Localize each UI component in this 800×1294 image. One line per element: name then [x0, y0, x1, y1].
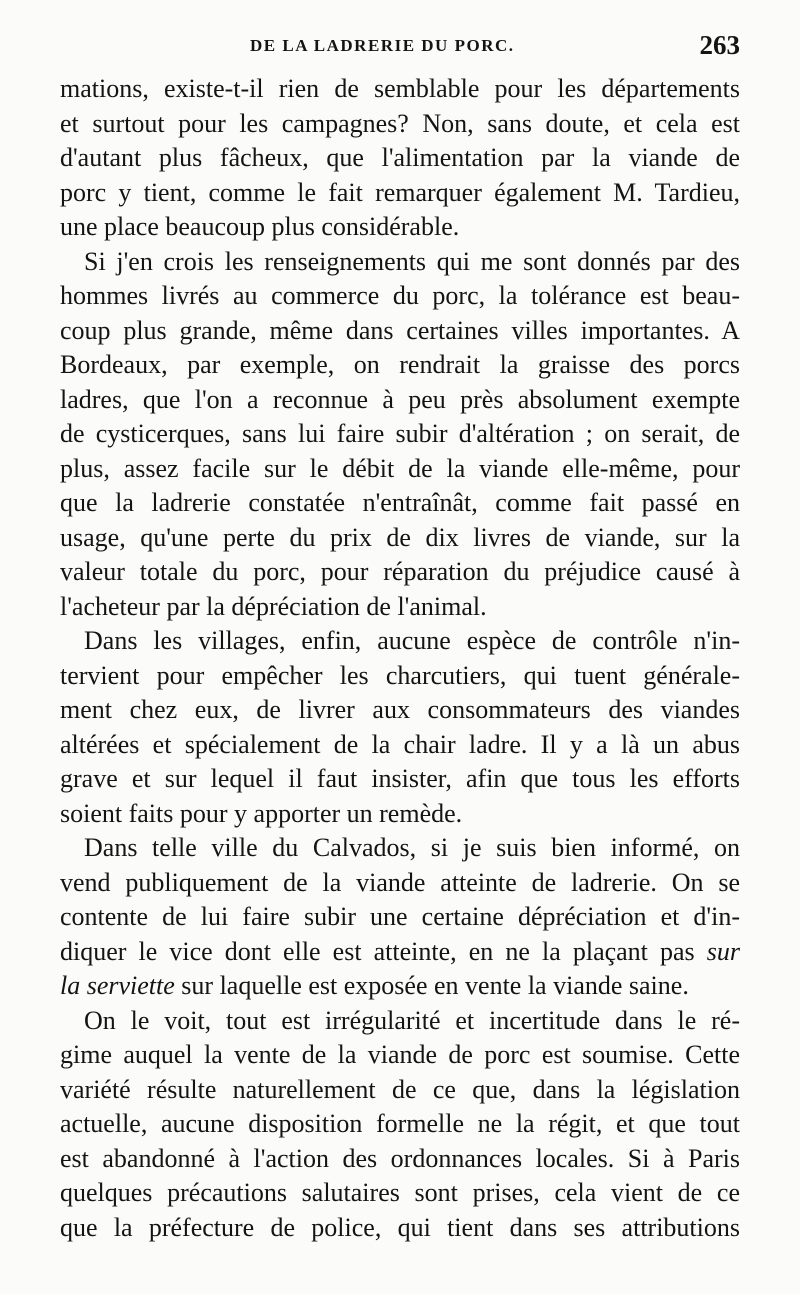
text-line: mations, existe-t-il rien de semblable pour les départements	[60, 74, 740, 103]
text-line: actuelle, aucune disposition formelle ne la régit, et que tout	[60, 1109, 740, 1138]
text-line: que la ladrerie constatée n'entraînât, comme fait passé en	[60, 488, 740, 517]
italic-fragment: la serviette	[60, 971, 175, 1000]
text-line: vend publiquement de la viande atteinte de ladrerie. On se	[60, 867, 740, 897]
text-line	[60, 969, 740, 1004]
italic-fragment: sur	[706, 936, 740, 966]
running-head	[60, 30, 740, 64]
text-line: Bordeaux, par exemple, on rendrait la graisse des porcs	[60, 350, 740, 379]
text-line: est abandonné à l'action des ordonnances locales. Si à Paris	[60, 1143, 740, 1173]
text-line: variété résulte naturellement de ce que, dans la législation	[60, 1074, 740, 1104]
text-line: hommes livrés au commerce du porc, la tolérance est beau-	[60, 281, 740, 310]
text-line: usage, qu'une perte du prix de dix livres de viande, sur la	[60, 522, 740, 552]
text-line: tervient pour empêcher les charcutiers, qui tuent générale-	[60, 660, 740, 690]
text-line: valeur totale du porc, pour réparation du préjudice causé à	[60, 557, 740, 586]
text-line: Dans telle ville du Calvados, si je suis bien informé, on	[84, 833, 740, 862]
text-line: soient faits pour y apporter un remède.	[60, 798, 463, 828]
text-line: grave et sur lequel il faut insister, afin que tous les efforts	[60, 764, 740, 793]
text-line: contente de lui faire subir une certaine dépréciation et d'in-	[60, 902, 740, 931]
text-line: plus, assez facile sur le débit de la viande elle-même, pour	[60, 453, 740, 483]
body-text	[60, 72, 740, 1245]
text-line: ment chez eux, de livrer aux consommateurs des viandes	[60, 695, 740, 724]
text-line: ladres, que l'on a reconnue à peu près absolument exempte	[60, 384, 740, 414]
text-line: d'autant plus fâcheux, que l'alimentation par la viande de	[60, 143, 740, 172]
text-line: Si j'en crois les renseignements qui me sont donnés par des	[84, 246, 740, 276]
running-title: DE LA LADRERIE DU PORC.	[250, 36, 515, 55]
page-number: 263	[699, 30, 740, 60]
text-line: porc y tient, comme le fait remarquer également M. Tardieu,	[60, 177, 740, 207]
text-line: quelques précautions salutaires sont prises, cela vient de ce	[60, 1178, 740, 1207]
text-line: Dans les villages, enfin, aucune espèce de contrôle n'in-	[84, 626, 740, 655]
text-fragment: diquer le vice dont elle est atteinte, en ne la plaçant pas	[60, 936, 695, 966]
text-line: une place beaucoup plus considérable.	[60, 212, 460, 241]
text-line: de cysticerques, sans lui faire subir d'altération ; on serait, de	[60, 419, 740, 448]
text-fragment: sur laquelle est exposée en vente la viande saine.	[181, 971, 689, 1000]
text-line: et surtout pour les campagnes? Non, sans doute, et cela est	[60, 108, 740, 138]
text-line: que la préfecture de police, qui tient dans ses attributions	[60, 1212, 740, 1242]
text-line	[60, 935, 740, 970]
text-line: altérées et spécialement de la chair ladre. Il y a là un abus	[60, 729, 740, 759]
text-line: l'acheteur par la dépréciation de l'animal.	[60, 591, 487, 621]
text-line: On le voit, tout est irrégularité et incertitude dans le ré-	[84, 1005, 740, 1035]
text-line: coup plus grande, même dans certaines villes importantes. A	[60, 315, 740, 345]
text-line: gime auquel la vente de la viande de porc est soumise. Cette	[60, 1040, 740, 1069]
